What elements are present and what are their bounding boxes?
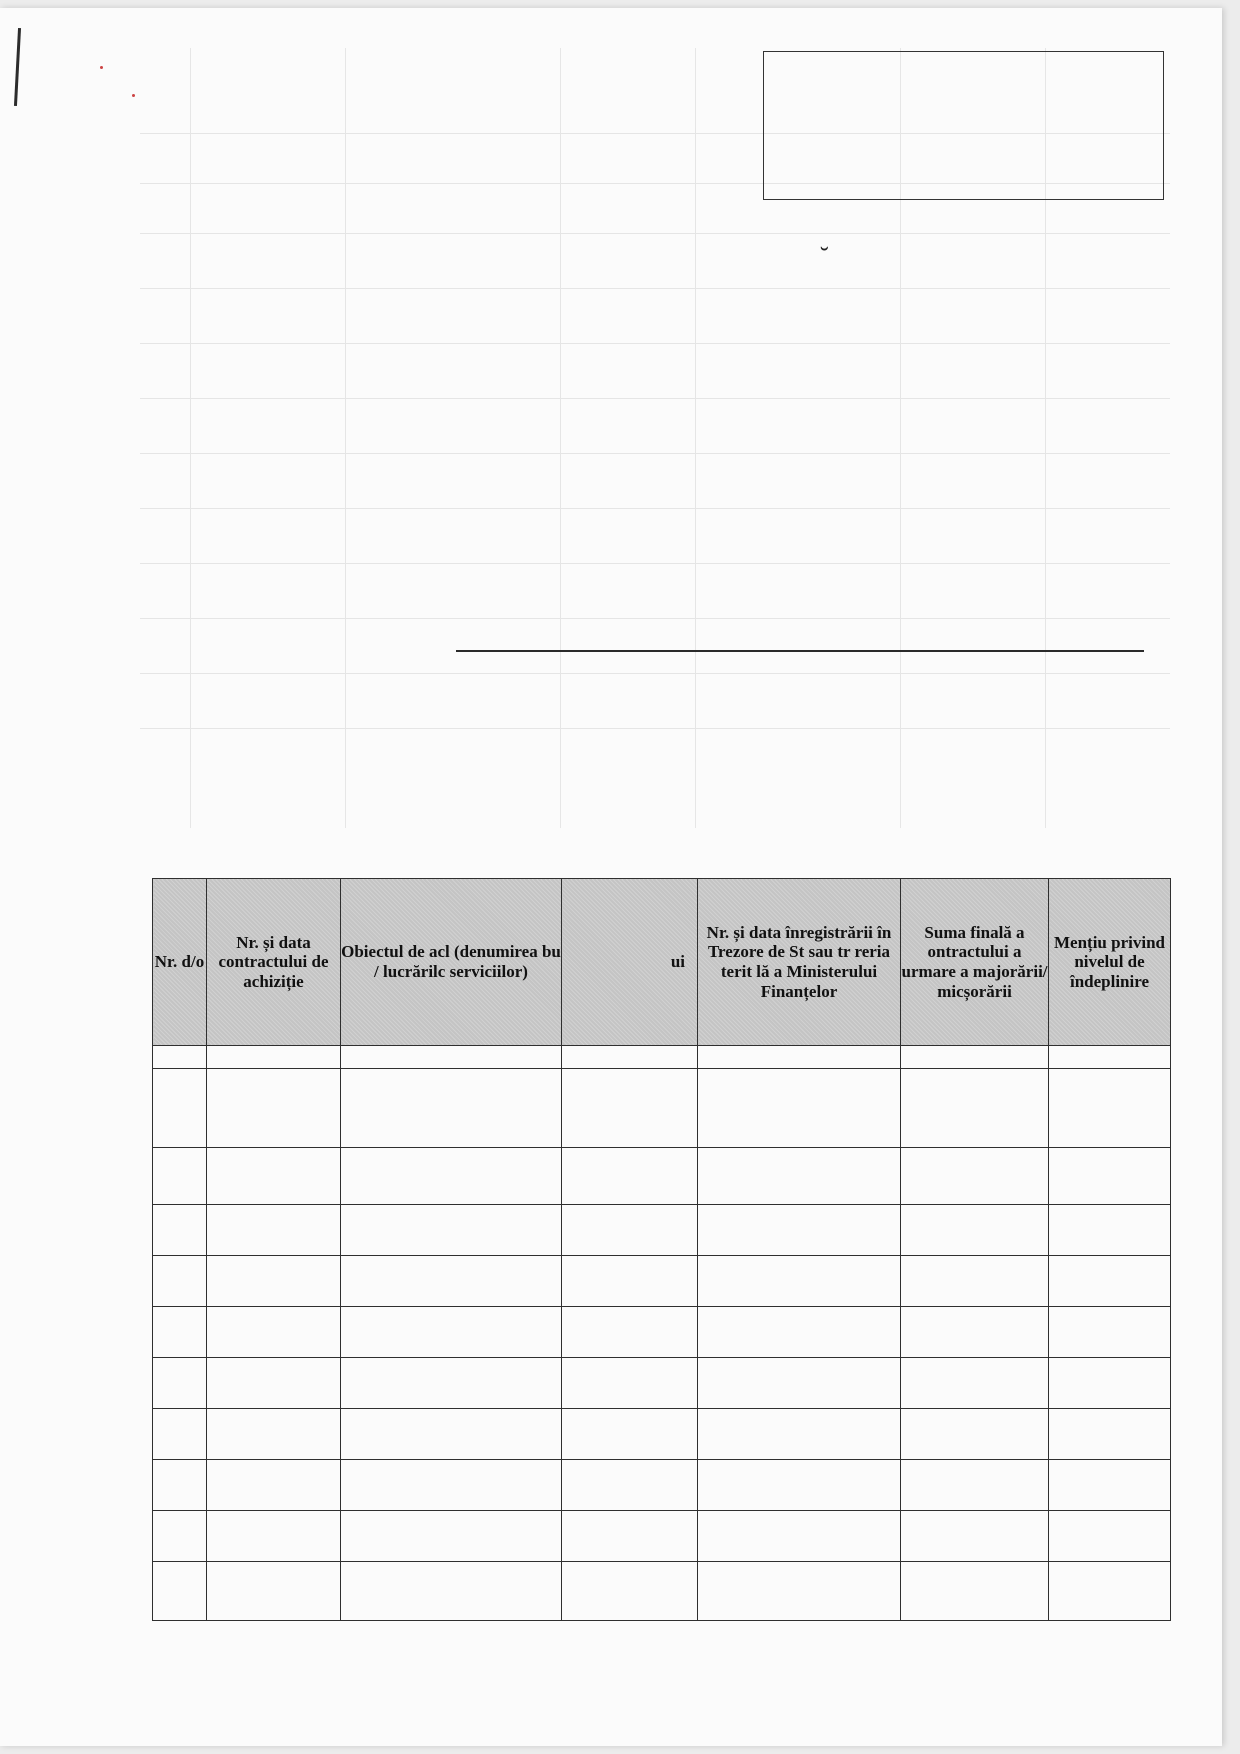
- binder-mark: [14, 28, 21, 106]
- table-row: [153, 1358, 1171, 1409]
- table-row: [153, 1205, 1171, 1256]
- table-row: [153, 1046, 1171, 1069]
- separator-line: [456, 650, 1144, 652]
- header-contract: Nr. și data contractului de achiziție: [207, 879, 341, 1046]
- table-header-row: [153, 879, 1171, 1046]
- header-sum: ui: [562, 879, 698, 1046]
- table-row: [153, 1069, 1171, 1148]
- header-nr: Nr. d/o: [153, 879, 207, 1046]
- ink-speck: [132, 94, 135, 97]
- header-final-sum: Suma finală a ontractului a urmare a majorării/ micșorării: [901, 879, 1049, 1046]
- table-row: [153, 1409, 1171, 1460]
- table-row: [153, 1307, 1171, 1358]
- header-registration: Nr. și data înregistrării în Trezore de St sau tr reria terit lă a Ministerului Finanțelor: [698, 879, 901, 1046]
- table-row: [153, 1460, 1171, 1511]
- table-row: [153, 1256, 1171, 1307]
- page-mark: ˘: [820, 242, 829, 271]
- header-notes: Mențiu privind nivelul de îndeplinire: [1049, 879, 1171, 1046]
- stamp-box: [763, 51, 1164, 200]
- document-sheet: [0, 8, 1222, 1746]
- table-row: [153, 1148, 1171, 1205]
- table-row: [153, 1562, 1171, 1621]
- contracts-table: [152, 878, 1171, 1621]
- table-row: [153, 1511, 1171, 1562]
- header-object: Obiectul de acl (denumirea bu / lucrărilc serviciilor): [341, 879, 562, 1046]
- ink-speck: [100, 66, 103, 69]
